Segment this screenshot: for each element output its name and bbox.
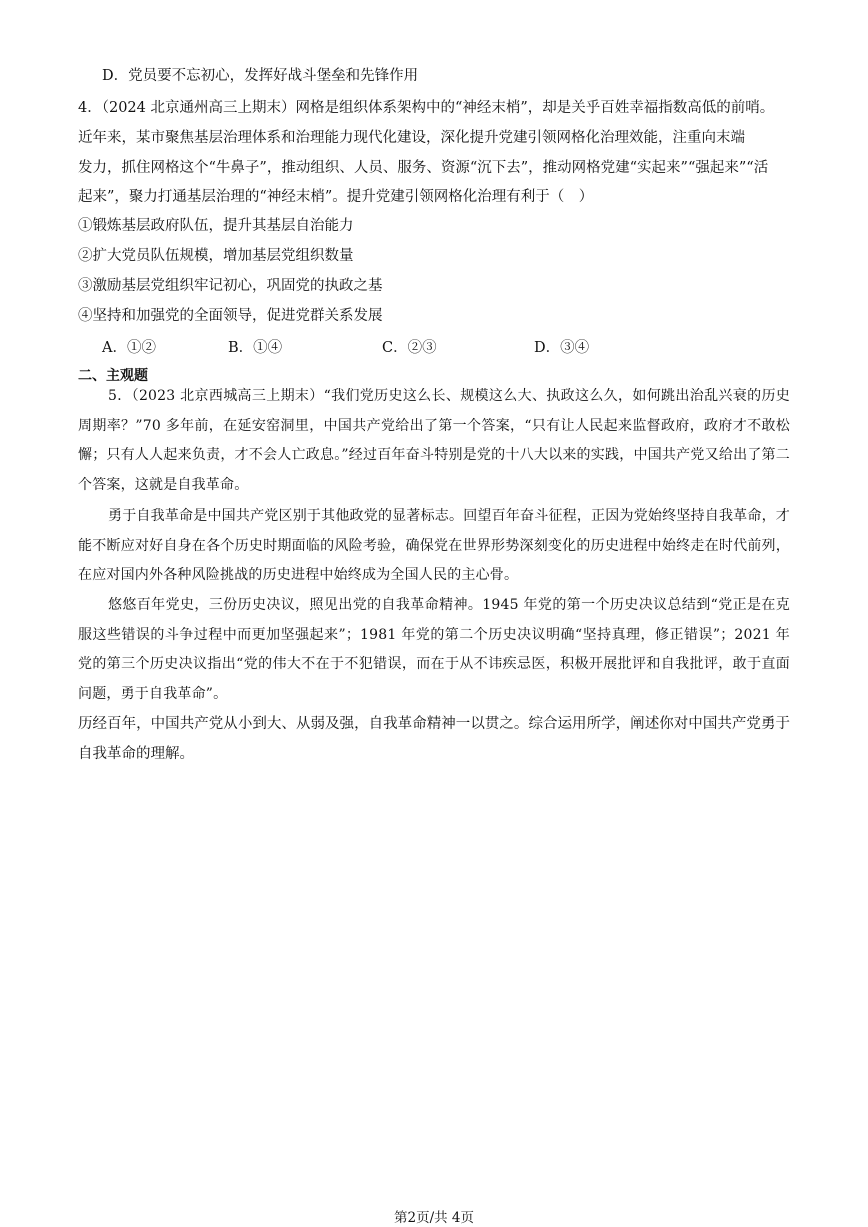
q5-paragraph-1: 5．（2023 北京西城高三上期末）“我们党历史这么长、规模这么大、执政这么久，如何跳出治乱兴衰的历史周期率？”70 多年前，在延安窑洞里，中国共产党给出了第一个答案，“只有让人民起来监督政府，政府才不敢松懈；只有人人起来负责，才不会人亡政息。”经过百年奋斗特别是党的十八大以来的实践，中国共产党又给出了第二个答案，这就是自我革命。	[78, 388, 790, 493]
q5-paragraph-2: 勇于自我革命是中国共产党区别于其他政党的显著标志。回望百年奋斗征程，正因为党始终坚持自我革命，才能不断应对好自身在各个历史时期面临的风险考验，确保党在世界形势深刻变化的历史进程中始终走在时代前列，在应对国内外各种风险挑战的历史进程中始终成为全国人民的主心骨。	[78, 508, 790, 583]
section-title-subjective: 二、主观题	[78, 368, 148, 384]
q4-item-3: ③激励基层党组织牢记初心，巩固党的执政之基	[78, 278, 383, 294]
q4-option-b: B．①④	[228, 340, 283, 356]
q4-option-c: C．②③	[382, 340, 437, 356]
q4-options	[102, 336, 702, 358]
q4-item-2: ②扩大党员队伍规模，增加基层党组织数量	[78, 248, 354, 264]
q4-stem-line-2: 近年来，某市聚焦基层治理体系和治理能力现代化建设，深化提升党建引领网格化治理效能，注重向末端	[78, 130, 745, 146]
q4-stem-line-3: 发力，抓住网格这个“牛鼻子”，推动组织、人员、服务、资源“沉下去”，推动网格党建“实起来”“强起来”“活	[78, 160, 769, 176]
q3-option-d: D．党员要不忘初心，发挥好战斗堡垒和先锋作用	[102, 68, 419, 84]
q5-paragraph-3: 悠悠百年党史，三份历史决议，照见出党的自我革命精神。1945 年党的第一个历史决议总结到“党正是在克服这些错误的斗争过程中而更加坚强起来”；1981 年党的第二个历史决议明确“坚持真理，修正错误”；2021 年党的第三个历史决议指出“党的伟大不在于不犯错误，而在于从不讳疾忌医，积极开展批评和自我批评，敢于直面问题，勇于自我革命”。	[78, 597, 790, 702]
q4-item-4: ④坚持和加强党的全面领导，促进党群关系发展	[78, 308, 383, 324]
q4-item-1: ①锻炼基层政府队伍，提升其基层自治能力	[78, 218, 354, 234]
q4-option-a: A．①②	[102, 340, 156, 356]
q4-option-d: D．③④	[534, 340, 590, 356]
q4-stem-line-1: 4．（2024 北京通州高三上期末）网格是组织体系架构中的“神经末梢”，却是关乎百姓幸福指数高低的前哨。	[78, 100, 775, 116]
page-footer: 第2页/共 4页	[393, 1210, 475, 1226]
q5-question: 历经百年，中国共产党从小到大、从弱及强，自我革命精神一以贯之。综合运用所学，阐述你对中国共产党勇于自我革命的理解。	[78, 716, 790, 762]
q4-stem-line-4: 起来”，聚力打通基层治理的“神经末梢”。提升党建引领网格化治理有利于（ ）	[78, 189, 594, 205]
